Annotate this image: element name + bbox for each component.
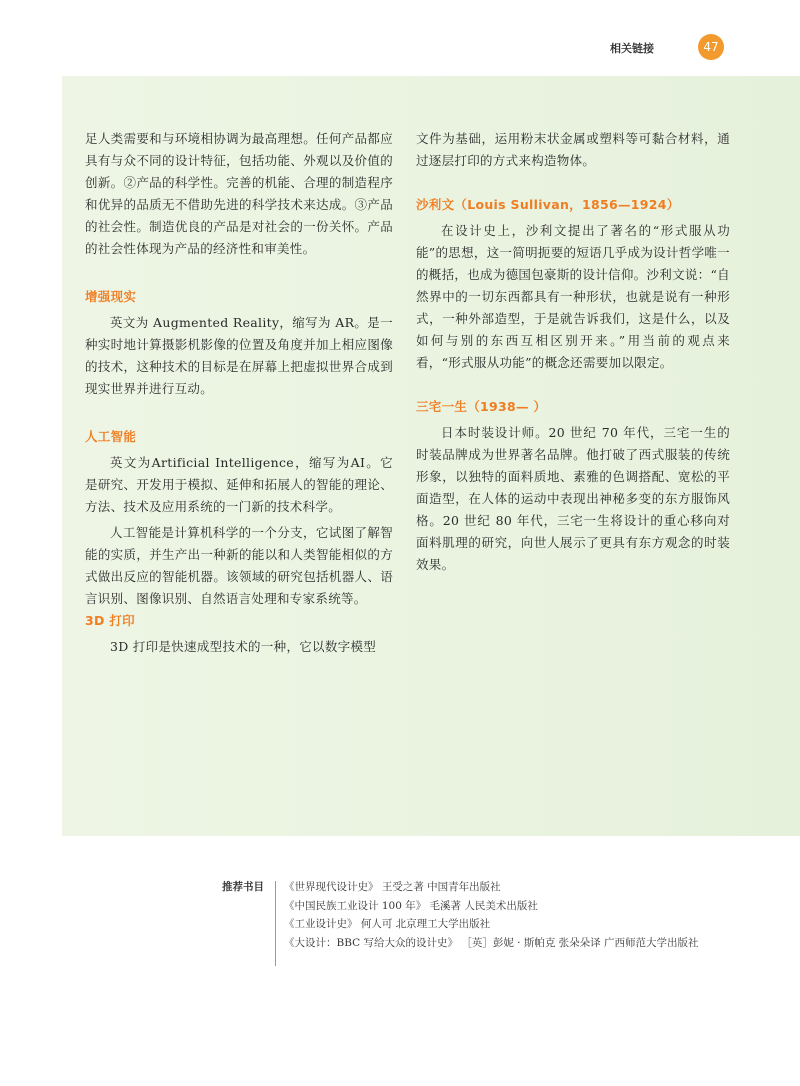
books-divider: [275, 881, 276, 966]
miyake-paragraph: 日本时装设计师。20 世纪 70 年代，三宅一生的时装品牌成为世界著名品牌。他打破了西式服装的传统形象，以独特的面料质地、素雅的色调搭配、宽松的平面造型，在人体的运动中表现出神秘多变的东方服饰风格。20 世纪 80 年代，三宅一生将设计的重心移向对面料肌理的研究，向世人展示了更具有东方观念的时装效果。: [416, 425, 730, 572]
right-column: [416, 128, 730, 576]
book-item: 《大设计：BBC 写给大众的设计史》 ［英］彭妮 · 斯帕克 张朵朵译 广西师范大学出版社: [284, 936, 699, 949]
left-column: [85, 128, 393, 658]
ar-paragraph: 英文为 Augmented Reality，缩写为 AR。是一种实时地计算摄影机影像的位置及角度并加上相应图像的技术，这种技术的目标是在屏幕上把虚拟世界合成到现实世界并进行互动。: [85, 315, 393, 396]
ai-paragraph-1: 英文为Artificial Intelligence，缩写为AI。它是研究、开发用于模拟、延伸和拓展人的智能的理论、方法、技术及应用系统的一门新的技术科学。: [85, 455, 393, 514]
ai-heading: 人工智能: [85, 429, 137, 444]
ar-heading: 增强现实: [85, 289, 137, 304]
intro-paragraph: 足人类需要和与环境相协调为最高理想。任何产品都应具有与众不同的设计特征，包括功能、外观以及价值的创新。②产品的科学性。完善的机能、合理的制造程序和优异的品质无不借助先进的科学技术来达成。③产品的社会性。制造优良的产品是对社会的一份关怀。产品的社会性体现为产品的经济性和审美性。: [85, 131, 393, 256]
3d-print-continued: 文件为基础，运用粉末状金属或塑料等可黏合材料，通过逐层打印的方式来构造物体。: [416, 131, 730, 168]
ai-paragraph-2: 人工智能是计算机科学的一个分支，它试图了解智能的实质，并生产出一种新的能以和人类智能相似的方式做出反应的智能机器。该领域的研究包括机器人、语言识别、图像识别、自然语言处理和专家系统等。: [85, 525, 393, 606]
book-item: 《中国民族工业设计 100 年》 毛溪著 人民美术出版社: [284, 899, 538, 912]
sullivan-heading: 沙利文（Louis Sullivan，1856—1924）: [416, 197, 680, 212]
book-item: 《世界现代设计史》 王受之著 中国青年出版社: [284, 881, 501, 893]
page-number-badge: 47: [698, 34, 724, 60]
book-item: 《工业设计史》 何人可 北京理工大学出版社: [284, 918, 491, 930]
miyake-heading: 三宅一生（1938— ）: [416, 399, 547, 414]
sullivan-paragraph: 在设计史上，沙利文提出了著名的“形式服从功能”的思想，这一简明扼要的短语几乎成为设计哲学唯一的概括，也成为德国包豪斯的设计信仰。沙利文说：“自然界中的一切东西都具有一种形状，也就是说有一种形式，一种外部造型，于是就告诉我们，这是什么，以及如何与别的东西互相区别开来。”用当前的观点来看，“形式服从功能”的概念还需要加以限定。: [416, 223, 730, 370]
books-list: [284, 878, 739, 952]
3d-print-heading: 3D 打印: [85, 613, 135, 628]
section-label: 相关链接: [610, 42, 654, 55]
3d-print-paragraph: 3D 打印是快速成型技术的一种，它以数字模型: [110, 639, 377, 654]
recommended-books-title: 推荐书目: [222, 881, 264, 893]
